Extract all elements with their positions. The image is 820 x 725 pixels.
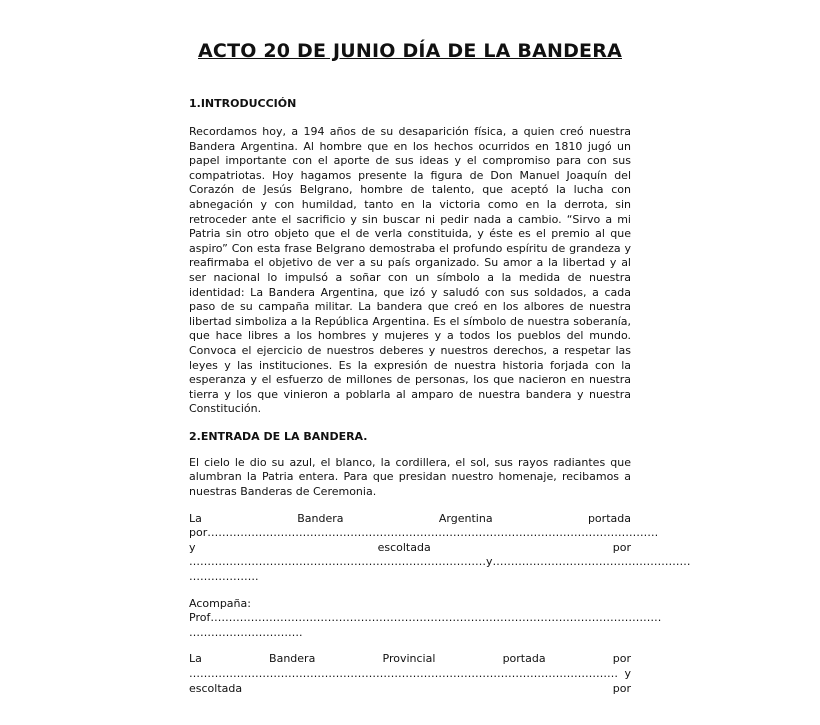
- form-word: La: [189, 652, 202, 666]
- form-word: Bandera: [297, 511, 344, 525]
- form-word: y: [189, 540, 196, 554]
- fill-line: ………………………………………………………………………………………………………: [189, 667, 618, 680]
- fill-line: por……………………………………………………………………………………………………………: [189, 526, 659, 540]
- acompana-block: [189, 596, 662, 641]
- bandera-provincial-block: [189, 652, 631, 696]
- section-heading-entrada: 2.ENTRADA DE LA BANDERA.: [189, 429, 368, 443]
- form-word: portada: [587, 511, 631, 525]
- form-word: por: [612, 540, 631, 554]
- paragraph-entrada: El cielo le dio su azul, el blanco, la cordillera, el sol, sus rayos radiantes que alumbran la Patria entera. Para que presidan nuestro homenaje, recibamos a nuestras Banderas de Ceremonia.: [189, 455, 631, 499]
- form-line: [189, 682, 631, 697]
- form-word: Provincial: [382, 652, 436, 666]
- form-word: y: [624, 667, 631, 680]
- form-word: escoltada: [377, 540, 431, 554]
- form-line: [189, 652, 631, 667]
- fill-line: Prof……………………………………………………………………………………………………………: [189, 611, 662, 625]
- form-word: Bandera: [269, 652, 316, 666]
- fill-line: ………………………………………………………………………y………………………………………………: [189, 555, 691, 569]
- form-word: La: [189, 511, 202, 525]
- form-line: [189, 541, 631, 556]
- fill-line: ………………………….: [189, 625, 303, 639]
- section-heading-introduccion: 1.INTRODUCCIÓN: [189, 97, 297, 110]
- form-line: [189, 667, 631, 682]
- form-line: [189, 512, 631, 527]
- form-word: portada: [502, 652, 546, 666]
- document-body: [189, 96, 691, 696]
- fill-line: ……………….: [189, 570, 259, 584]
- page-title: ACTO 20 DE JUNIO DÍA DE LA BANDERA: [198, 40, 622, 62]
- form-word: escoltada: [189, 681, 243, 695]
- paragraph-introduccion: Recordamos hoy, a 194 años de su desaparición física, a quien creó nuestra Bandera Argentina. Al hombre que en los hechos ocurridos en 1810 jugó un papel importante con el aporte de sus ideas y el compromiso para con sus compatriotas. Hoy hagamos presente la figura de Don Manuel Joaquín del Corazón de Jesús Belgrano, hombre de talento, que aceptó la lucha con abnegación y con humildad, tanto en la victoria como en la derrota, sin retroceder ante el sacrificio y sin buscar ni pedir nada a cambio. “Sirvo a mi Patria sin otro objeto que el de verla constituida, y éste es el premio al que aspiro” Con esta frase Belgrano demostraba el profundo espíritu de grandeza y reafirmaba el objetivo de ver a su país organizado. Su amor a la libertad y al ser nacional lo impulsó a soñar con un símbolo a la medida de nuestra identidad: La Bandera Argentina, que izó y saludó con sus soldados, a cada paso de su campaña militar. La bandera que creó en los albores de nuestra libertad simboliza a la República Argentina. Es el símbolo de nuestra soberanía, que hace libres a los hombres y mujeres y a todos los pueblos del mundo. Convoca el ejercicio de nuestros deberes y nuestros derechos, a respetar las leyes y las instituciones. Es la expresión de nuestra historia forjada con la esperanza y el esfuerzo de millones de personas, los que nacieron en nuestra tierra y los que vinieron a poblarla al amparo de nuestra bandera y nuestra Constitución.: [189, 125, 631, 416]
- form-word: por: [612, 652, 631, 666]
- form-word: Argentina: [438, 511, 493, 525]
- form-word: por: [612, 681, 631, 695]
- bandera-argentina-block: [189, 511, 691, 585]
- form-label: Acompaña:: [189, 596, 251, 610]
